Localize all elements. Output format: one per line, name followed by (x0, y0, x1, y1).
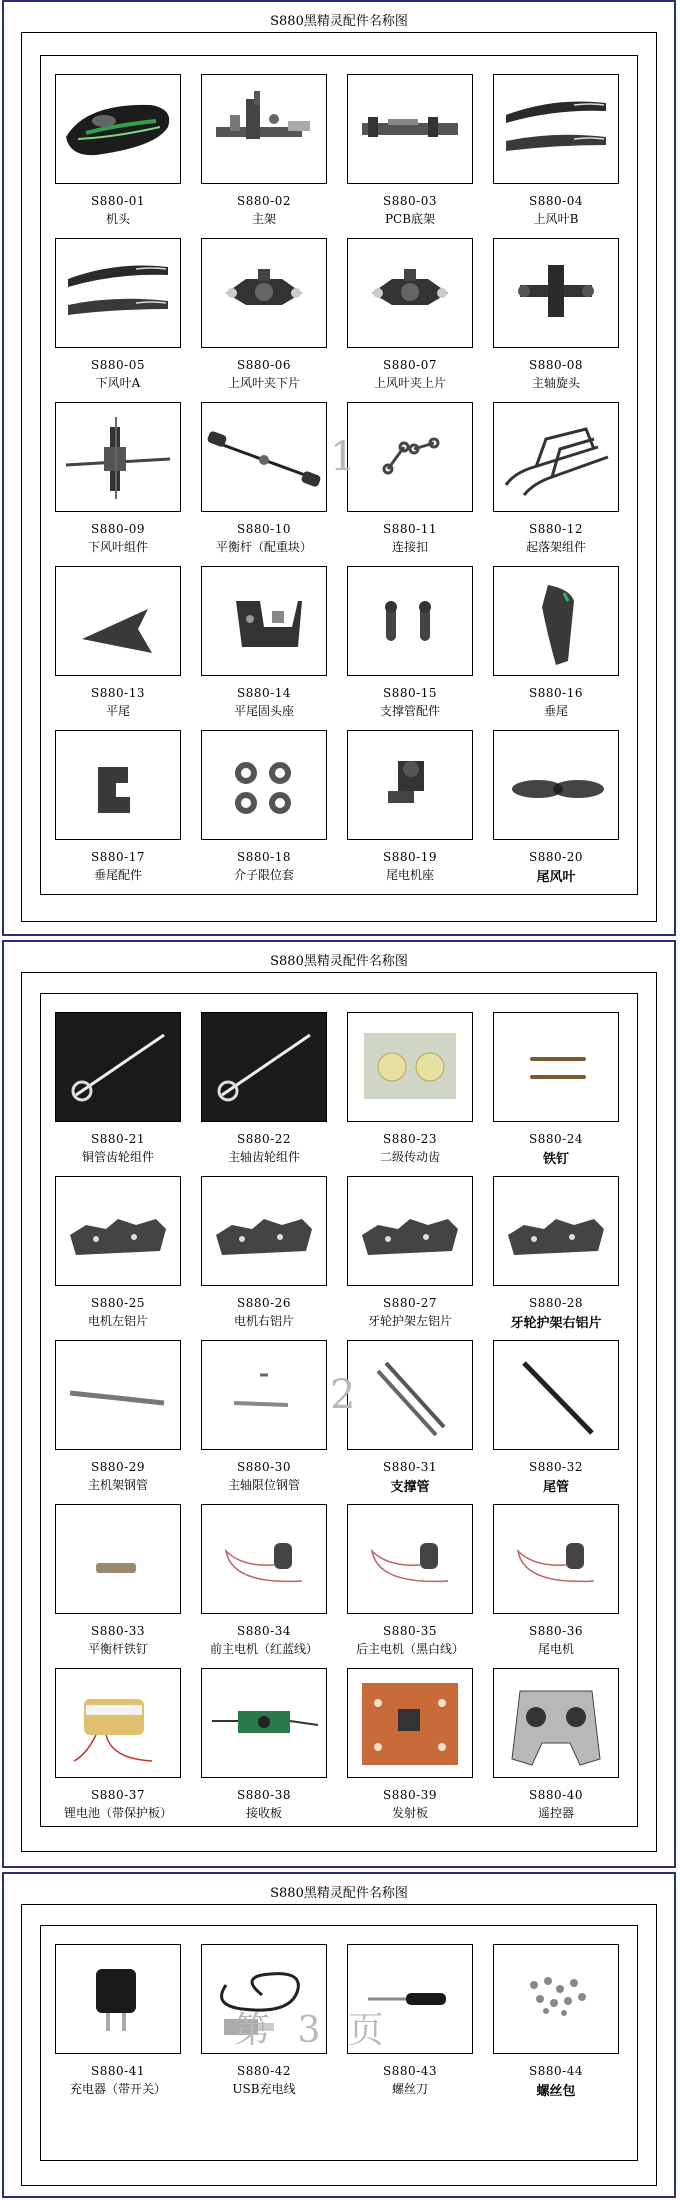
part-name: 垂尾配件 (93, 868, 142, 882)
part-code: S880-35 (383, 1624, 437, 1638)
part-card (347, 566, 473, 730)
part-code: S880-01 (91, 194, 145, 208)
part-code: S880-29 (91, 1460, 145, 1474)
part-name: 平衡杆（配重块） (215, 540, 312, 554)
part-name: 电机右铝片 (233, 1314, 294, 1328)
part-code: S880-24 (529, 1132, 583, 1146)
part-code: S880-19 (383, 850, 437, 864)
part-code: S880-39 (383, 1788, 437, 1802)
parts-sheet-3 (2, 1872, 676, 2198)
part-code: S880-02 (237, 194, 291, 208)
part-code: S880-21 (91, 1132, 145, 1146)
part-code: S880-40 (529, 1788, 583, 1802)
part-code: S880-41 (91, 2064, 145, 2078)
part-name: 接收板 (245, 1806, 282, 1820)
part-name: 铜管齿轮组件 (81, 1150, 154, 1164)
part-name: 上风叶夹上片 (373, 376, 446, 390)
part-code: S880-25 (91, 1296, 145, 1310)
main-frame-icon (201, 74, 327, 184)
part-card (201, 238, 327, 402)
part-code: S880-07 (383, 358, 437, 372)
part-card (201, 74, 327, 238)
sheet-title: S880黑精灵配件名称图 (270, 14, 408, 29)
part-card (201, 1012, 327, 1176)
page-number: 2 (330, 1372, 356, 1418)
support-clips-icon (347, 566, 473, 676)
part-card (55, 74, 181, 238)
part-name: 尾风叶 (536, 870, 576, 885)
part-name: 电机左铝片 (87, 1314, 148, 1328)
part-code: S880-27 (383, 1296, 437, 1310)
part-card (201, 402, 327, 566)
part-name: 平尾 (105, 704, 130, 718)
part-card (347, 1340, 473, 1504)
h-stabilizer-icon (55, 566, 181, 676)
part-card (493, 1176, 619, 1340)
part-name: USB充电线 (232, 2082, 296, 2096)
rotor-head-icon (493, 238, 619, 348)
part-code: S880-10 (237, 522, 291, 536)
part-code: S880-08 (529, 358, 583, 372)
part-card (493, 1668, 619, 1832)
links-icon (347, 402, 473, 512)
part-card (201, 1176, 327, 1340)
part-card (493, 74, 619, 238)
part-card (55, 566, 181, 730)
blades-icon (55, 238, 181, 348)
part-code: S880-03 (383, 194, 437, 208)
part-name: PCB底架 (384, 212, 436, 226)
part-code: S880-30 (237, 1460, 291, 1474)
part-code: S880-15 (383, 686, 437, 700)
tail-rotor-icon (493, 730, 619, 840)
part-card (347, 1176, 473, 1340)
part-name: 铁钉 (542, 1152, 569, 1167)
part-code: S880-37 (91, 1788, 145, 1802)
part-name: 牙轮护架左铝片 (367, 1314, 452, 1328)
part-card (201, 566, 327, 730)
spacers-icon (201, 730, 327, 840)
tube-icon (55, 1340, 181, 1450)
part-card (347, 74, 473, 238)
part-code: S880-12 (529, 522, 583, 536)
part-code: S880-42 (237, 2064, 291, 2078)
part-card (55, 730, 181, 894)
pins-icon (493, 1012, 619, 1122)
part-card (493, 1504, 619, 1668)
part-code: S880-38 (237, 1788, 291, 1802)
part-card (493, 1944, 619, 2108)
sheet-title: S880黑精灵配件名称图 (270, 1886, 408, 1901)
blade-grip-icon (347, 238, 473, 348)
part-card (201, 1668, 327, 1832)
part-code: S880-20 (529, 850, 583, 864)
landing-skid-icon (493, 402, 619, 512)
part-name: 主轴限位钢管 (227, 1478, 300, 1492)
gear-shaft-icon (201, 1012, 327, 1122)
part-code: S880-43 (383, 2064, 437, 2078)
part-card (493, 1012, 619, 1176)
part-card (347, 1504, 473, 1668)
part-card (55, 1176, 181, 1340)
sheet-title: S880黑精灵配件名称图 (270, 954, 408, 969)
part-code: S880-11 (383, 522, 437, 536)
part-card (493, 238, 619, 402)
pcb-frame-icon (347, 74, 473, 184)
part-code: S880-16 (529, 686, 583, 700)
parts-grid (55, 74, 619, 894)
tube-short-icon (201, 1340, 327, 1450)
part-name: 起落架组件 (525, 540, 586, 554)
part-code: S880-44 (529, 2064, 583, 2078)
part-card (201, 1504, 327, 1668)
part-code: S880-23 (383, 1132, 437, 1146)
side-plate-icon (55, 1176, 181, 1286)
part-card (493, 1340, 619, 1504)
parts-grid (55, 1012, 619, 1832)
part-card (347, 730, 473, 894)
screws-icon (493, 1944, 619, 2054)
part-name: 发射板 (391, 1806, 428, 1820)
canopy-icon (55, 74, 181, 184)
flybar-icon (201, 402, 327, 512)
part-name: 介子限位套 (233, 868, 294, 882)
part-name: 牙轮护架右铝片 (510, 1316, 602, 1331)
part-name: 上风叶夹下片 (227, 376, 300, 390)
rotor-assembly-icon (55, 402, 181, 512)
motor-wire-icon (493, 1504, 619, 1614)
part-card (201, 1340, 327, 1504)
side-plate-icon (493, 1176, 619, 1286)
part-code: S880-28 (529, 1296, 583, 1310)
part-name: 二级传动齿 (379, 1150, 440, 1164)
part-card (55, 1504, 181, 1668)
blades-icon (493, 74, 619, 184)
part-card (493, 402, 619, 566)
part-name: 主轴旋头 (531, 376, 580, 390)
part-code: S880-33 (91, 1624, 145, 1638)
part-card (201, 730, 327, 894)
parts-sheet-2 (2, 940, 676, 1868)
side-plate-icon (347, 1176, 473, 1286)
part-card (347, 402, 473, 566)
part-code: S880-14 (237, 686, 291, 700)
part-card (55, 238, 181, 402)
page-number: 1 (330, 434, 356, 480)
part-code: S880-31 (383, 1460, 437, 1474)
part-code: S880-36 (529, 1624, 583, 1638)
part-name: 锂电池（带保护板） (63, 1806, 172, 1820)
receiver-board-icon (201, 1668, 327, 1778)
part-code: S880-34 (237, 1624, 291, 1638)
part-card (347, 1012, 473, 1176)
part-name: 尾电机座 (385, 868, 434, 882)
part-name: 尾管 (542, 1480, 569, 1495)
part-code: S880-13 (91, 686, 145, 700)
part-code: S880-26 (237, 1296, 291, 1310)
motor-mount-icon (347, 730, 473, 840)
page-number: 第 3 页 (234, 2010, 392, 2051)
part-name: 尾电机 (537, 1642, 574, 1656)
part-name: 遥控器 (537, 1806, 574, 1820)
part-card (347, 238, 473, 402)
side-plate-icon (201, 1176, 327, 1286)
part-name: 主轴齿轮组件 (227, 1150, 300, 1164)
part-name: 下风叶组件 (87, 540, 148, 554)
part-code: S880-05 (91, 358, 145, 372)
part-name: 垂尾 (543, 704, 568, 718)
battery-icon (55, 1668, 181, 1778)
part-card (55, 402, 181, 566)
part-name: 支撑管 (390, 1480, 430, 1495)
v-fin-icon (493, 566, 619, 676)
part-name: 支撑管配件 (379, 704, 440, 718)
part-code: S880-18 (237, 850, 291, 864)
part-code: S880-04 (529, 194, 583, 208)
part-name: 平衡杆铁钉 (87, 1642, 148, 1656)
part-name: 前主电机（红蓝线） (209, 1642, 318, 1656)
tubes-diagonal-icon (347, 1340, 473, 1450)
blade-grip-icon (201, 238, 327, 348)
part-card (347, 1668, 473, 1832)
part-code: S880-32 (529, 1460, 583, 1474)
part-card (493, 566, 619, 730)
tail-boom-icon (493, 1340, 619, 1450)
part-name: 连接扣 (391, 540, 428, 554)
gears-icon (347, 1012, 473, 1122)
part-code: S880-17 (91, 850, 145, 864)
part-name: 上风叶B (533, 212, 579, 226)
part-name: 后主电机（黑白线） (355, 1642, 464, 1656)
part-card (55, 1340, 181, 1504)
charger-icon (55, 1944, 181, 2054)
part-name: 机头 (105, 212, 130, 226)
parts-sheet-1 (2, 0, 676, 936)
part-card (55, 1012, 181, 1176)
pin-short-icon (55, 1504, 181, 1614)
part-card (493, 730, 619, 894)
part-code: S880-22 (237, 1132, 291, 1146)
part-card (55, 1944, 181, 2108)
part-name: 螺丝刀 (391, 2082, 428, 2096)
part-name: 螺丝包 (536, 2084, 576, 2099)
part-code: S880-06 (237, 358, 291, 372)
fin-clip-icon (55, 730, 181, 840)
transmitter-board-icon (347, 1668, 473, 1778)
gear-shaft-icon (55, 1012, 181, 1122)
remote-control-icon (493, 1668, 619, 1778)
part-name: 主架 (251, 212, 276, 226)
part-code: S880-09 (91, 522, 145, 536)
part-name: 平尾固头座 (233, 704, 294, 718)
part-card (55, 1668, 181, 1832)
motor-wire-icon (201, 1504, 327, 1614)
part-name: 充电器（带开关） (69, 2082, 166, 2096)
tail-mount-icon (201, 566, 327, 676)
part-name: 主机架钢管 (87, 1478, 148, 1492)
motor-wire-icon (347, 1504, 473, 1614)
part-name: 下风叶A (95, 376, 141, 390)
